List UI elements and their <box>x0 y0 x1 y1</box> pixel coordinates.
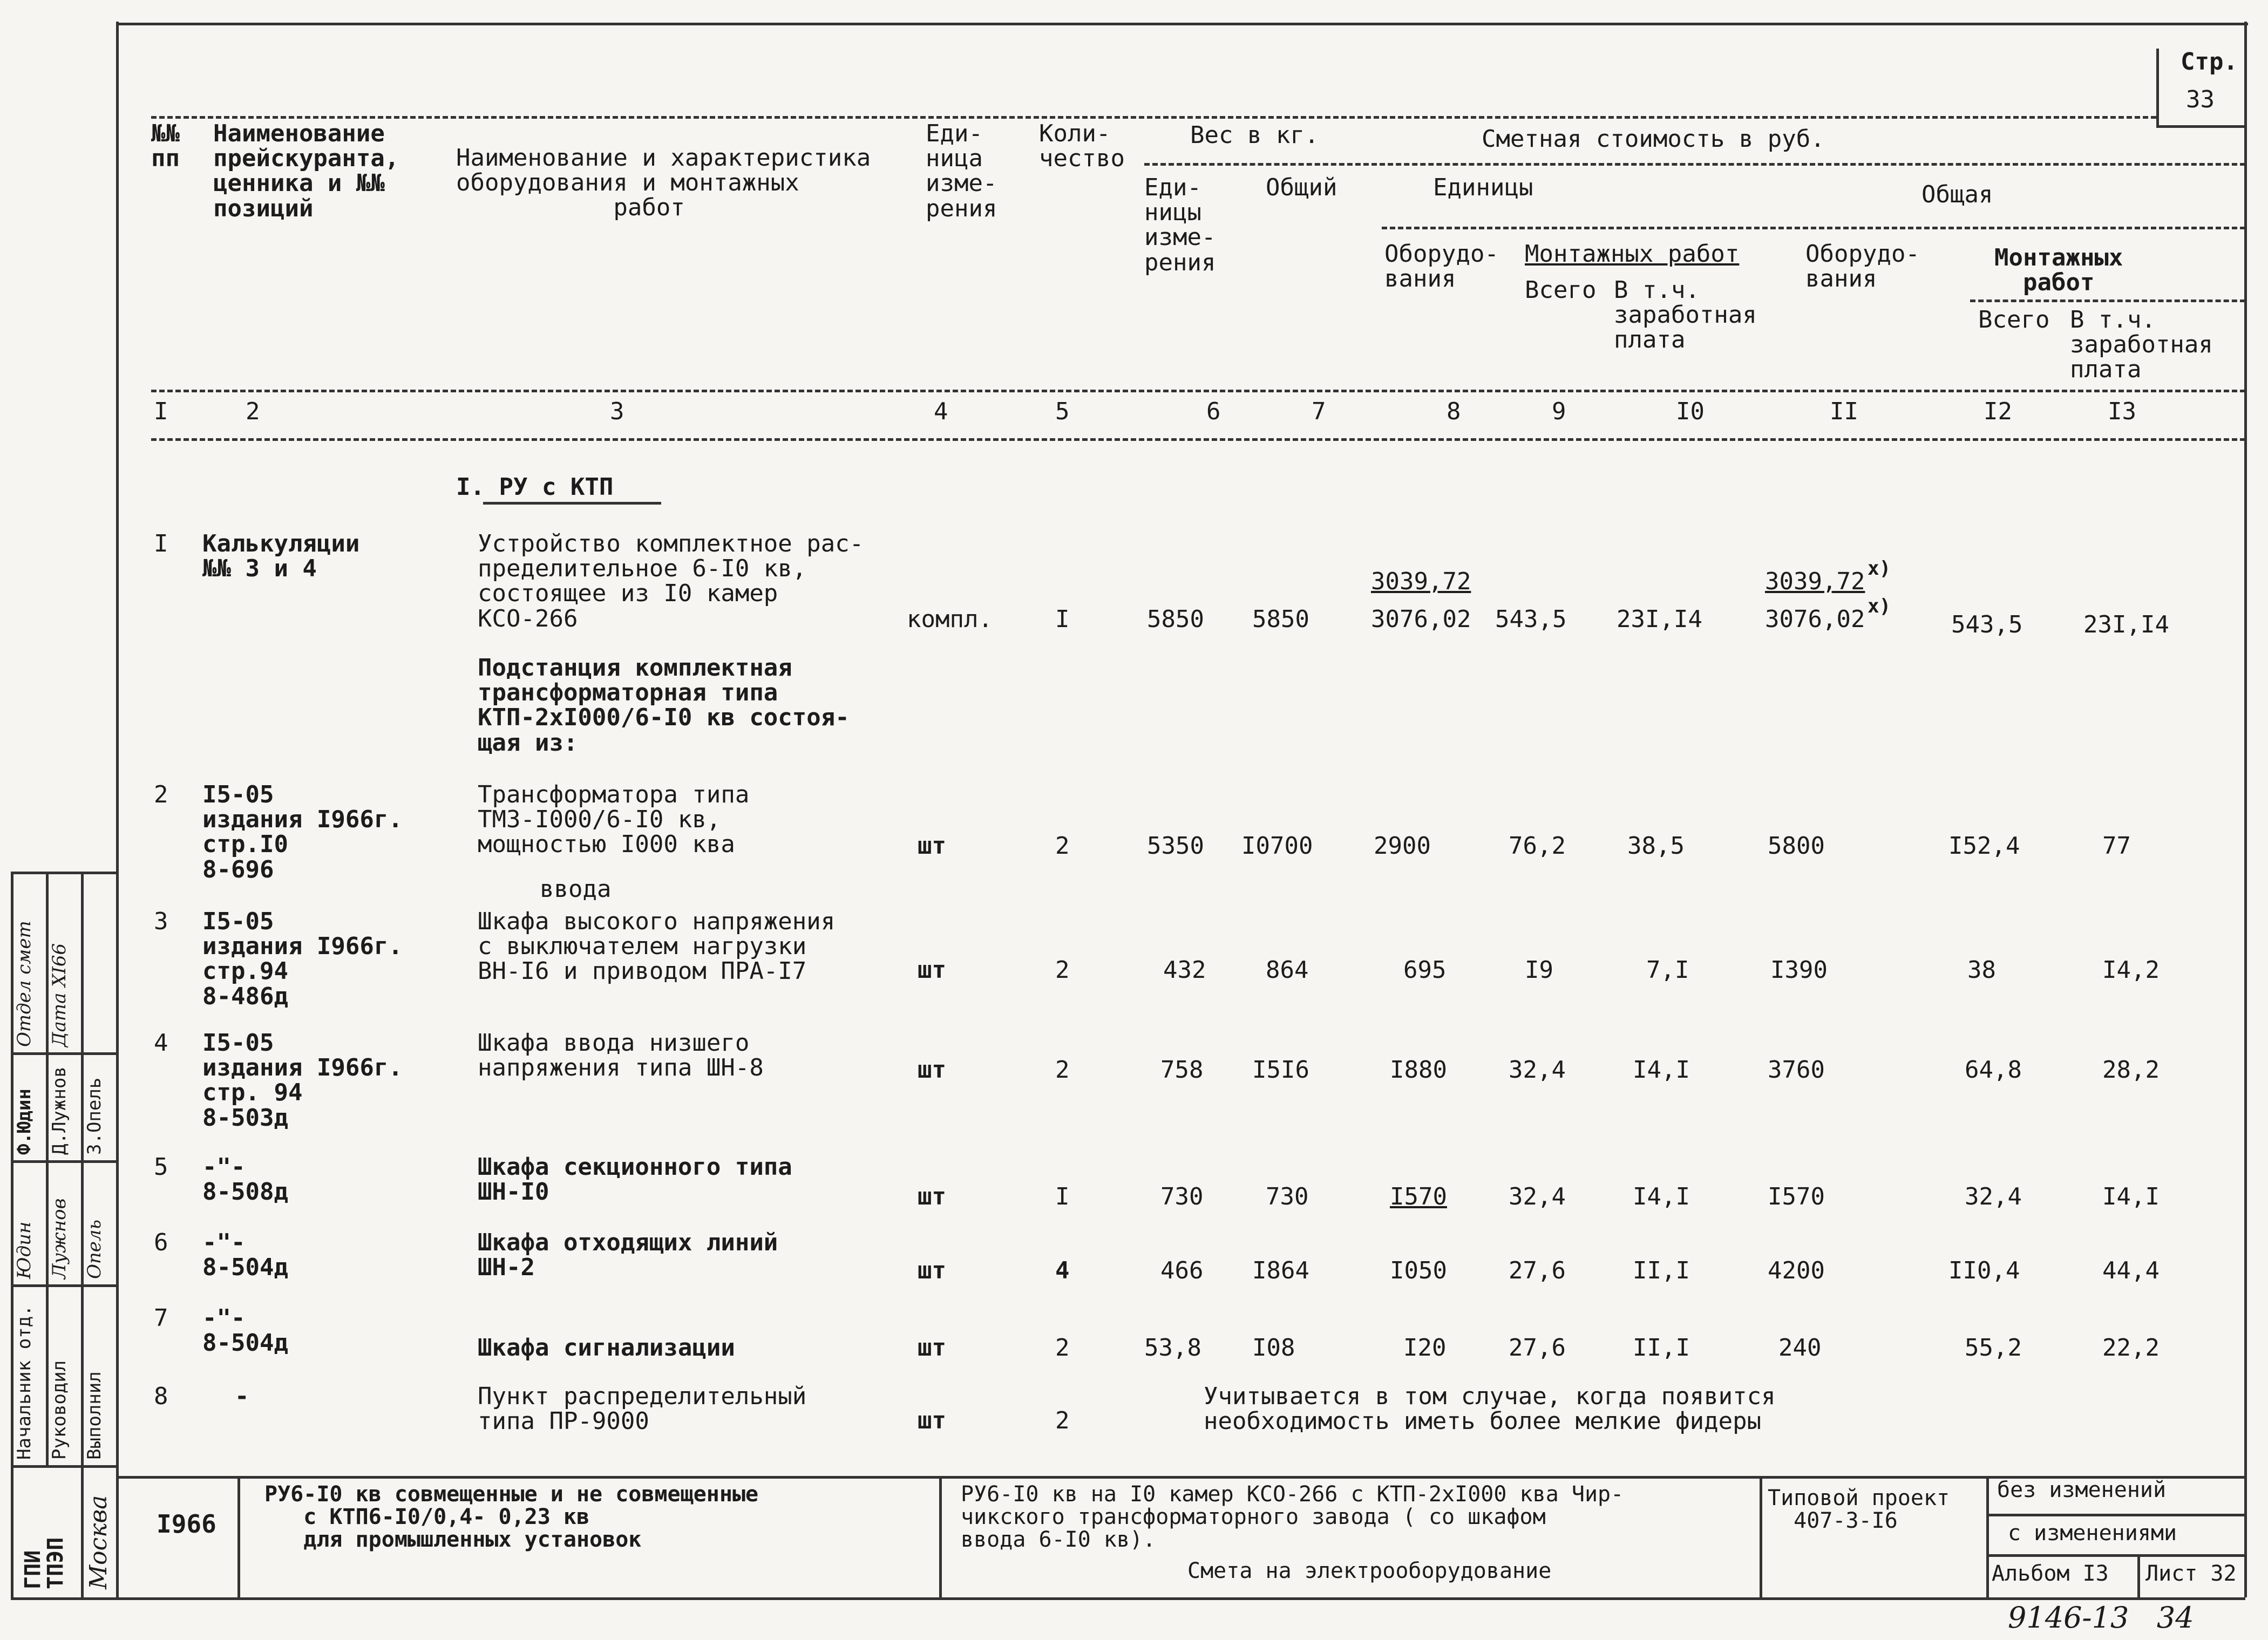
row7-no: 7 <box>154 1304 168 1332</box>
header-col-no: №№ пп <box>151 120 180 173</box>
side-logo-left <box>11 1465 13 1597</box>
row4-ref: I5-05 издания I966г. стр. 94 8-503д <box>202 1029 403 1132</box>
row3-weight-total: 864 <box>1266 956 1309 984</box>
header-total-equipment: Оборудо- вания <box>1805 240 1920 293</box>
side-role-2: Руководил <box>49 1360 70 1460</box>
stamp-project: Типовой проект 407-3-I6 <box>1768 1486 1950 1533</box>
row7-total-mount-all: 55,2 <box>1965 1334 2022 1362</box>
row6-weight-total: I864 <box>1252 1257 1309 1284</box>
row6-total-mount-all: II0,4 <box>1948 1257 2020 1284</box>
row6-total-equipment: 4200 <box>1768 1257 1825 1284</box>
header-total-mount-wage: В т.ч. заработная плата <box>2070 306 2213 384</box>
row1-weight-total: 5850 <box>1252 605 1309 633</box>
row7-weight-total: I08 <box>1252 1334 1295 1362</box>
org-city: Москва <box>85 1495 112 1589</box>
header-total-mount-all: Всего <box>1978 306 2050 334</box>
row2-unit-mount-wage: 38,5 <box>1627 832 1685 860</box>
row3-qty: 2 <box>1055 956 1070 984</box>
row3-unit-mount-all: I9 <box>1525 956 1553 984</box>
row6-unit-mount-wage: II,I <box>1633 1257 1690 1284</box>
row1-no: I <box>154 530 168 557</box>
row7-total-mount-wage: 22,2 <box>2102 1334 2160 1362</box>
row5-name: Шкафа секционного типа ШН-I0 <box>478 1153 792 1206</box>
row2-total-equipment: 5800 <box>1768 832 1825 860</box>
row3-unit: шт <box>918 956 946 984</box>
row2-unit: шт <box>918 832 946 860</box>
row5-no: 5 <box>154 1153 168 1181</box>
section-title-underline <box>483 502 661 505</box>
row3-total-mount-wage: I4,2 <box>2102 956 2160 984</box>
header-col-qty: Коли- чество <box>1039 120 1125 173</box>
colnum-3: 3 <box>610 398 624 425</box>
row7-total-equipment: 240 <box>1778 1334 1822 1362</box>
ktp-subheading: Подстанция комплектная трансформаторная типа КТП-2хI000/6-I0 кв состоя- щая из: <box>478 654 850 757</box>
stamp-bottom <box>116 1597 2245 1600</box>
row7-unit-mount-wage: II,I <box>1633 1334 1690 1362</box>
row5-total-equipment: I570 <box>1768 1183 1825 1210</box>
row1-weight-unit: 5850 <box>1147 605 1204 633</box>
side-role-1: Начальник отд. <box>13 1305 35 1460</box>
colnum-9: 9 <box>1552 398 1566 425</box>
page-box-left <box>2156 49 2159 127</box>
row5-total-mount-wage: I4,I <box>2102 1183 2160 1210</box>
colnum-13: I3 <box>2108 398 2136 425</box>
row7-unit: шт <box>918 1334 946 1362</box>
stamp-div-3 <box>1760 1476 1762 1597</box>
row2-total-mount-all: I52,4 <box>1948 832 2020 860</box>
row2-total-mount-wage: 77 <box>2102 832 2131 860</box>
row6-weight-unit: 466 <box>1160 1257 1204 1284</box>
header-line-colnums-bottom <box>151 438 2245 441</box>
side-signature-3: Опель <box>84 1219 105 1279</box>
row1-total-mount-all: 543,5 <box>1951 611 2023 638</box>
colnum-4: 4 <box>934 398 948 425</box>
row4-weight-unit: 758 <box>1160 1056 1204 1084</box>
stamp-div-4 <box>1986 1476 1989 1597</box>
row4-weight-total: I5I6 <box>1252 1056 1309 1084</box>
stamp-with-change: с изменениями <box>2008 1521 2177 1546</box>
row2-weight-unit: 5350 <box>1147 832 1204 860</box>
row5-unit-equipment: I570 <box>1390 1183 1447 1210</box>
row6-ref: -"- 8-504д <box>202 1229 288 1282</box>
row8-ref: - <box>235 1383 249 1410</box>
row2-weight-total: I0700 <box>1241 832 1313 860</box>
header-unit-mount: Монтажных работ <box>1525 240 1740 268</box>
row7-name: Шкафа сигнализации <box>478 1334 735 1362</box>
row1-name: Устройство комплектное рас- пределительное 6-I0 кв, состоящее из I0 камер КСО-266 <box>478 530 864 632</box>
header-line-weight <box>1144 163 2245 166</box>
row2-name: Трансформатора типа ТМЗ-I000/6-I0 кв, мощностью I000 ква <box>478 781 750 859</box>
stamp-album: Альбом I3 <box>1992 1561 2109 1586</box>
row3-total-equipment: I390 <box>1770 956 1828 984</box>
row4-name: Шкафа ввода низшего напряжения типа ШН-8 <box>478 1029 764 1082</box>
row1-unit-equipment-a: 3039,72 <box>1371 568 1471 595</box>
row7-unit-equipment: I20 <box>1403 1334 1447 1362</box>
row5-weight-unit: 730 <box>1160 1183 1204 1210</box>
stamp-desc2: Смета на электрооборудование <box>1187 1559 1552 1583</box>
row5-unit-mount-all: 32,4 <box>1509 1183 1566 1210</box>
header-line-total-mount <box>1970 300 2245 302</box>
row8-note: Учитывается в том случае, когда появится необходимость иметь более мелкие фидеры <box>1204 1383 1776 1435</box>
row5-unit: шт <box>918 1183 946 1210</box>
row1-unit: компл. <box>907 605 993 633</box>
row5-ref: -"- 8-508д <box>202 1153 288 1206</box>
row8-qty: 2 <box>1055 1407 1070 1434</box>
header-weight-total: Общий <box>1266 174 1337 201</box>
page-label: Стр. <box>2181 48 2238 76</box>
row8-name: Пункт распределительный типа ПР-9000 <box>478 1383 807 1435</box>
side-stamp-top <box>11 872 118 874</box>
side-signature-1: Юдин <box>13 1221 35 1279</box>
side-logo-bottom <box>11 1597 118 1600</box>
row7-qty: 2 <box>1055 1334 1070 1362</box>
row3-name-prefix: ввода <box>540 875 612 903</box>
header-total-group: Общая <box>1921 181 1993 208</box>
side-name-2: Д.Лужнов <box>49 1066 70 1155</box>
header-col-price-list: Наименование прейскуранта, ценника и №№ позиций <box>213 120 399 222</box>
side-stamp-row3 <box>11 1284 118 1287</box>
row5-unit-mount-wage: I4,I <box>1633 1183 1690 1210</box>
row3-no: 3 <box>154 908 168 935</box>
colnum-6: 6 <box>1206 398 1221 425</box>
row4-unit-mount-wage: I4,I <box>1633 1056 1690 1084</box>
row5-qty: I <box>1055 1183 1070 1210</box>
colnum-2: 2 <box>246 398 260 425</box>
side-name-1: Ф.Юдин <box>13 1088 35 1155</box>
side-name-3: З.Опель <box>84 1077 105 1155</box>
row3-name: Шкафа высокого напряжения с выключателем нагрузки ВН-I6 и приводом ПРА-I7 <box>478 908 836 985</box>
header-unit-mount-wage: В т.ч. заработная плата <box>1614 276 1757 354</box>
row1-qty: I <box>1055 605 1070 633</box>
header-col-unit: Еди- ница изме- рения <box>926 120 997 222</box>
colnum-10: I0 <box>1676 398 1705 425</box>
row8-no: 8 <box>154 1383 168 1410</box>
row1-unit-mount-all: 543,5 <box>1495 605 1567 633</box>
row4-total-equipment: 3760 <box>1768 1056 1825 1084</box>
row3-weight-unit: 432 <box>1163 956 1206 984</box>
colnum-1: I <box>154 398 168 425</box>
colnum-12: I2 <box>1984 398 2012 425</box>
stamp-top <box>116 1476 2245 1479</box>
header-cost: Сметная стоимость в руб. <box>1482 125 1825 153</box>
row7-ref: -"- 8-504д <box>202 1304 288 1357</box>
row6-unit-mount-all: 27,6 <box>1509 1257 1566 1284</box>
header-line-1 <box>151 116 2156 119</box>
side-stamp-bottom <box>11 1465 118 1468</box>
side-stamp-row1 <box>11 1052 118 1055</box>
stamp-line-b <box>1986 1554 2245 1557</box>
row4-unit-equipment: I880 <box>1390 1056 1447 1084</box>
row7-unit-mount-all: 27,6 <box>1509 1334 1566 1362</box>
row4-total-mount-wage: 28,2 <box>2102 1056 2160 1084</box>
row3-unit-equipment: 695 <box>1403 956 1447 984</box>
colnum-11: II <box>1830 398 1858 425</box>
row2-no: 2 <box>154 781 168 808</box>
row2-qty: 2 <box>1055 832 1070 860</box>
row3-total-mount-all: 38 <box>1967 956 1996 984</box>
stamp-div-2 <box>939 1476 942 1597</box>
row6-unit-equipment: I050 <box>1390 1257 1447 1284</box>
row1-total-equipment-sup-b: x) <box>1868 595 1891 617</box>
side-role-3: Выполнил <box>84 1371 105 1460</box>
row6-no: 6 <box>154 1229 168 1256</box>
side-stamp-row2 <box>11 1160 118 1163</box>
row2-unit-equipment: 2900 <box>1374 832 1431 860</box>
side-signature-2: Лужнов <box>49 1198 70 1279</box>
row7-weight-unit: 53,8 <box>1144 1334 1201 1362</box>
row1-total-mount-wage: 23I,I4 <box>2083 611 2169 638</box>
row8-unit: шт <box>918 1407 946 1434</box>
header-col-name: Наименование и характеристика оборудования и монтажных работ <box>456 144 871 222</box>
row1-total-equipment-sup-a: x) <box>1868 557 1891 580</box>
row1-unit-mount-wage: 23I,I4 <box>1617 605 1702 633</box>
handwritten-number: 9146-13 34 <box>2008 1601 2194 1635</box>
header-unit-equipment: Оборудо- вания <box>1384 240 1499 293</box>
left-border <box>116 22 119 1597</box>
stamp-line-a <box>1986 1514 2245 1516</box>
row6-total-mount-wage: 44,4 <box>2102 1257 2160 1284</box>
header-unit-mount-all: Всего <box>1525 276 1597 304</box>
page-number: 33 <box>2186 86 2215 113</box>
row4-qty: 2 <box>1055 1056 1070 1084</box>
row4-unit-mount-all: 32,4 <box>1509 1056 1566 1084</box>
section-title: I. РУ с КТП <box>456 473 614 501</box>
row4-no: 4 <box>154 1029 168 1057</box>
row4-total-mount-all: 64,8 <box>1965 1056 2022 1084</box>
stamp-no-change: без изменений <box>1997 1478 2167 1502</box>
header-weight: Вес в кг. <box>1190 121 1319 149</box>
row1-total-equipment-a: 3039,72 <box>1765 568 1865 595</box>
stamp-div-5 <box>2137 1554 2140 1597</box>
org-logo: ГПИ ТПЭП <box>21 1537 68 1589</box>
row2-ref: I5-05 издания I966г. стр.I0 8-696 <box>202 781 403 883</box>
right-border <box>2244 22 2247 1597</box>
page-box-bottom <box>2156 125 2245 128</box>
side-extra-2: Дата XI66 <box>49 943 70 1047</box>
stamp-year: I966 <box>157 1509 216 1539</box>
side-extra-1: Отдел смет <box>13 921 35 1047</box>
side-logo-divider <box>81 1465 84 1597</box>
row6-qty: 4 <box>1055 1257 1070 1284</box>
header-weight-unit: Еди- ницы изме- рения <box>1144 174 1216 276</box>
row3-unit-mount-wage: 7,I <box>1646 956 1689 984</box>
stamp-title: РУ6-I0 кв совмещенные и не совмещенные с КТП6-I0/0,4- 0,23 кв для промышленных установок <box>264 1482 759 1552</box>
row1-total-equipment-b: 3076,02 <box>1765 605 1865 633</box>
colnum-5: 5 <box>1055 398 1070 425</box>
header-total-mount: Монтажных работ <box>1994 244 2123 297</box>
stamp-div-1 <box>237 1476 240 1597</box>
row1-unit-equipment-b: 3076,02 <box>1371 605 1471 633</box>
row1-ref: Калькуляции №№ 3 и 4 <box>202 530 360 583</box>
header-unit-group: Единицы <box>1433 174 1533 201</box>
row2-unit-mount-all: 76,2 <box>1509 832 1566 860</box>
stamp-sheet: Лист 32 <box>2145 1561 2237 1586</box>
stamp-desc: РУ6-I0 кв на I0 камер КСО-266 с КТП-2хI000 ква Чир- чикского трансформаторного завода ( со шкафом ввода 6-I0 кв). <box>961 1482 1624 1552</box>
header-line-colnums-top <box>151 390 2245 392</box>
header-line-cost <box>1382 227 2245 229</box>
row4-unit: шт <box>918 1056 946 1084</box>
row6-unit: шт <box>918 1257 946 1284</box>
row5-weight-total: 730 <box>1266 1183 1309 1210</box>
row3-ref: I5-05 издания I966г. стр.94 8-486д <box>202 908 403 1010</box>
top-border <box>116 23 2248 25</box>
row6-name: Шкафа отходящих линий ШН-2 <box>478 1229 778 1282</box>
row5-total-mount-all: 32,4 <box>1965 1183 2022 1210</box>
colnum-8: 8 <box>1447 398 1461 425</box>
colnum-7: 7 <box>1312 398 1326 425</box>
